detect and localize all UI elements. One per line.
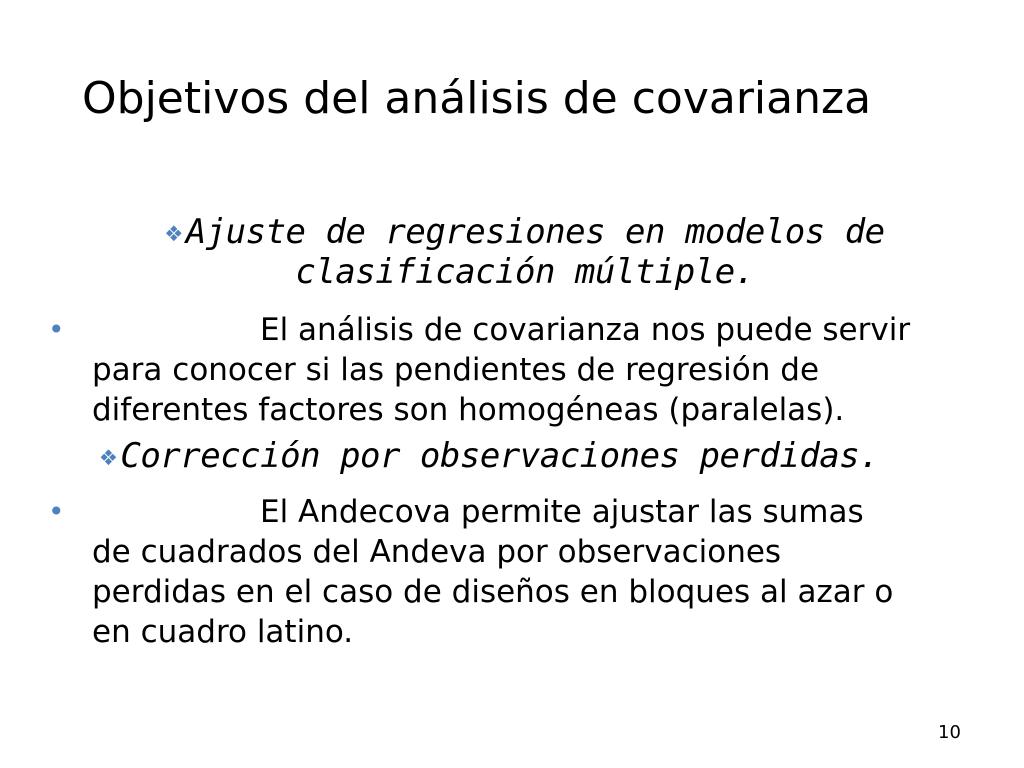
dot-bullet-icon: • (48, 495, 65, 528)
paragraph-line: El análisis de covarianza nos puede servir (260, 312, 911, 348)
paragraph-line: de cuadrados del Andeva por observaciones (92, 534, 782, 570)
paragraph-covariance (92, 310, 992, 430)
dot-bullet-icon: • (48, 313, 65, 346)
section-heading-missing (100, 436, 940, 476)
paragraph-line: El Andecova permite ajustar las sumas (260, 494, 864, 530)
paragraph-line: en cuadro latino. (92, 614, 354, 650)
diamond-bullet-icon: ❖ (100, 439, 117, 472)
page-number: 10 (938, 722, 961, 743)
section-heading-regression (130, 212, 920, 292)
diamond-bullet-icon: ❖ (165, 215, 182, 248)
section-heading-line (130, 212, 920, 252)
section-heading-text: clasificación múltiple. (295, 252, 755, 292)
section-heading-text: Ajuste de regresiones en modelos de (185, 212, 885, 252)
paragraph-line: diferentes factores son homogéneas (paralelas). (92, 392, 845, 428)
paragraph-andecova (92, 492, 992, 652)
paragraph-line: para conocer si las pendientes de regresión de (92, 352, 820, 388)
paragraph-line: perdidas en el caso de diseños en bloques al azar o (92, 574, 894, 610)
section-heading-text: Corrección por observaciones perdidas. (120, 436, 880, 476)
slide-title: Objetivos del análisis de covarianza (82, 73, 872, 124)
